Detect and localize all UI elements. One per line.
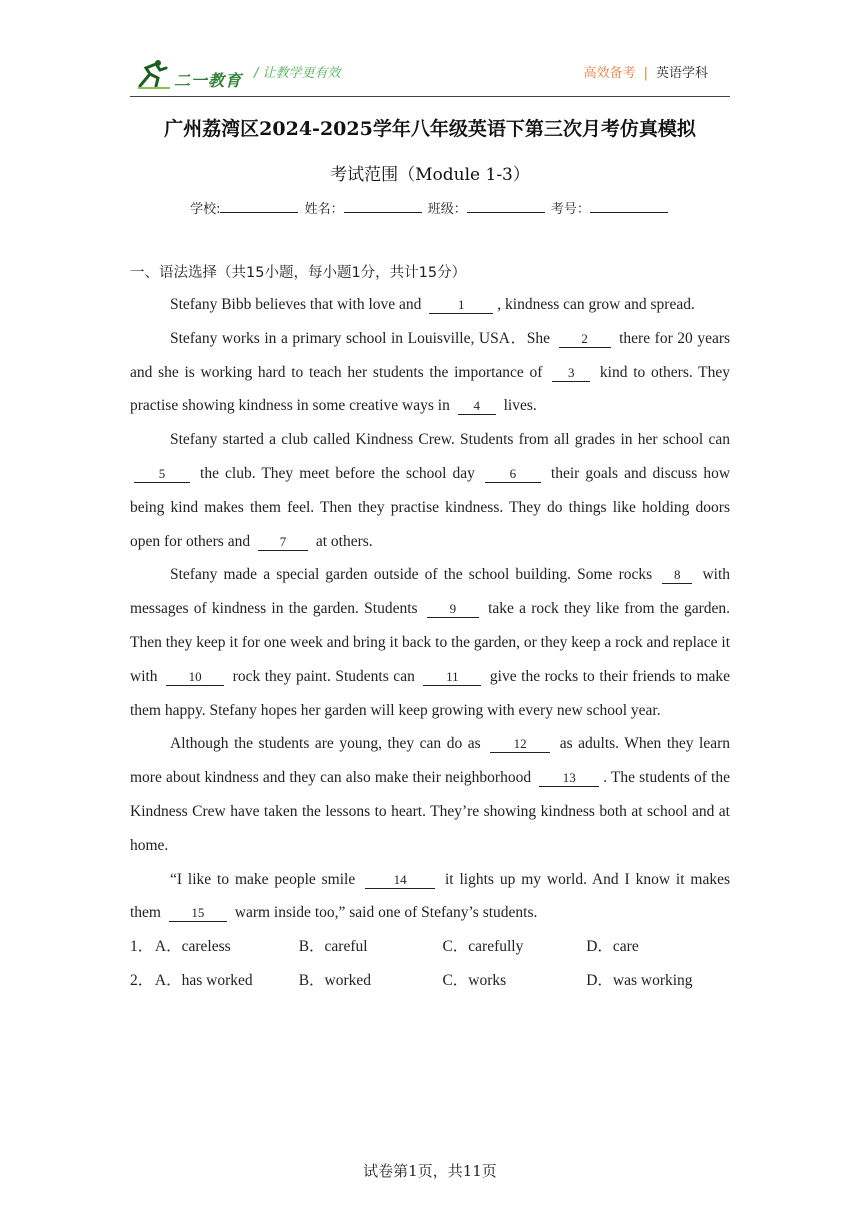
page-footer: 试卷第1页，共11页 xyxy=(363,1162,497,1180)
passage-paragraph xyxy=(130,288,730,322)
option-b[interactable]: B．careful xyxy=(298,938,368,956)
school-blank[interactable] xyxy=(220,200,298,213)
option-c[interactable]: C．works xyxy=(442,971,507,989)
question-options xyxy=(130,930,730,964)
text: kind to others. They practise showing kindness in some creative ways in xyxy=(130,363,731,415)
text: Stefany started a club called Kindness Crew. Students from all grades in her school can xyxy=(170,431,730,449)
blank-15[interactable]: 15 xyxy=(169,905,227,922)
text: Although the students are young, they can do as xyxy=(170,735,481,753)
header-divider: | xyxy=(643,66,648,81)
question-number: 2． xyxy=(130,971,154,989)
blank-11[interactable]: 11 xyxy=(423,669,481,686)
option-c[interactable]: C．carefully xyxy=(442,938,524,956)
student-info-line xyxy=(0,198,860,217)
blank-4[interactable]: 4 xyxy=(458,398,496,415)
text: at others. xyxy=(315,532,373,550)
blank-14[interactable]: 14 xyxy=(365,872,435,889)
running-man-icon xyxy=(136,60,172,90)
blank-10[interactable]: 10 xyxy=(166,669,224,686)
passage-paragraph xyxy=(130,423,730,558)
text: . The students of the Kindness Crew have taken the lessons to heart. They’re showing kindness both at school and at home. xyxy=(130,769,730,854)
number-blank[interactable] xyxy=(590,200,668,213)
option-b[interactable]: B．worked xyxy=(298,971,372,989)
school-label: 学校: xyxy=(190,202,221,217)
text: the club. They meet before the school day xyxy=(200,464,475,482)
blank-13[interactable]: 13 xyxy=(539,770,599,787)
text: give the rocks to their friends to make them happy. Stefany hopes her garden will keep growing with every new school year. xyxy=(130,667,731,719)
text: lives. xyxy=(503,397,537,415)
blank-1[interactable]: 1 xyxy=(429,297,493,314)
header-subject: 英语学科 xyxy=(655,66,708,81)
text: with messages of kindness in the garden. Students xyxy=(130,566,731,618)
text: take a rock they like from the garden. Then they keep it for one week and bring it back to the garden, or they keep a rock and replace it with xyxy=(130,600,731,685)
page-title: 广州荔湾区2024-2025学年八年级英语下第三次月考仿真模拟 xyxy=(164,118,696,140)
blank-12[interactable]: 12 xyxy=(490,736,550,753)
page-subtitle: 考试范围（Module 1-3） xyxy=(330,165,530,185)
text: their goals and discuss how being kind makes them feel. Then they practise kindness. They do things like holding doors open for others and xyxy=(130,464,731,550)
exam-content xyxy=(130,258,730,998)
text: Stefany works in a primary school in Louisville, USA．She xyxy=(170,329,550,347)
text: it lights up my world. And I know it makes them xyxy=(130,870,731,922)
name-blank[interactable] xyxy=(344,200,422,213)
number-label: 考号： xyxy=(550,202,590,217)
passage-paragraph xyxy=(130,863,730,931)
header-tag: 高效备考 xyxy=(583,66,636,81)
option-a[interactable]: A．careless xyxy=(154,938,231,956)
text: there for 20 years and she is working hard to teach her students the importance of xyxy=(130,329,731,381)
option-d[interactable]: D．was working xyxy=(586,971,693,989)
slogan: / 让教学更有效 xyxy=(254,66,341,81)
text: warm inside too,” said one of Stefany’s students. xyxy=(234,904,538,922)
blank-3[interactable]: 3 xyxy=(552,365,590,382)
blank-6[interactable]: 6 xyxy=(485,466,541,483)
brand-logo xyxy=(136,60,246,90)
class-label: 班级： xyxy=(427,202,467,217)
blank-7[interactable]: 7 xyxy=(258,534,308,551)
passage-paragraph xyxy=(130,322,730,423)
class-blank[interactable] xyxy=(467,200,545,213)
header-right xyxy=(584,62,708,81)
text: Stefany Bibb believes that with love and xyxy=(170,296,422,313)
text: , kindness can grow and spread. xyxy=(497,296,695,313)
question-number: 1． xyxy=(130,938,154,956)
slogan-text: 让教学更有效 xyxy=(262,66,341,81)
text: “I like to make people smile xyxy=(170,870,356,888)
text: as adults. When they learn more about kindness and they can also make their neighborhood xyxy=(130,735,731,787)
text: Stefany made a special garden outside of the school building. Some rocks xyxy=(170,566,653,584)
passage-paragraph xyxy=(130,727,730,862)
option-d[interactable]: D．care xyxy=(586,938,639,956)
blank-8[interactable]: 8 xyxy=(662,567,692,584)
header-rule xyxy=(130,96,730,97)
logo-text: 二一教育 xyxy=(174,73,243,90)
section-heading: 一、语法选择（共15小题，每小题1分，共计15分） xyxy=(130,265,467,281)
name-label: 姓名： xyxy=(304,202,344,217)
option-a[interactable]: A．has worked xyxy=(154,971,253,989)
passage-paragraph xyxy=(130,558,730,727)
blank-2[interactable]: 2 xyxy=(559,331,611,348)
blank-9[interactable]: 9 xyxy=(427,601,479,618)
blank-5[interactable]: 5 xyxy=(134,466,190,483)
question-options xyxy=(130,964,730,998)
text: rock they paint. Students can xyxy=(232,667,415,685)
page-header xyxy=(130,56,730,96)
